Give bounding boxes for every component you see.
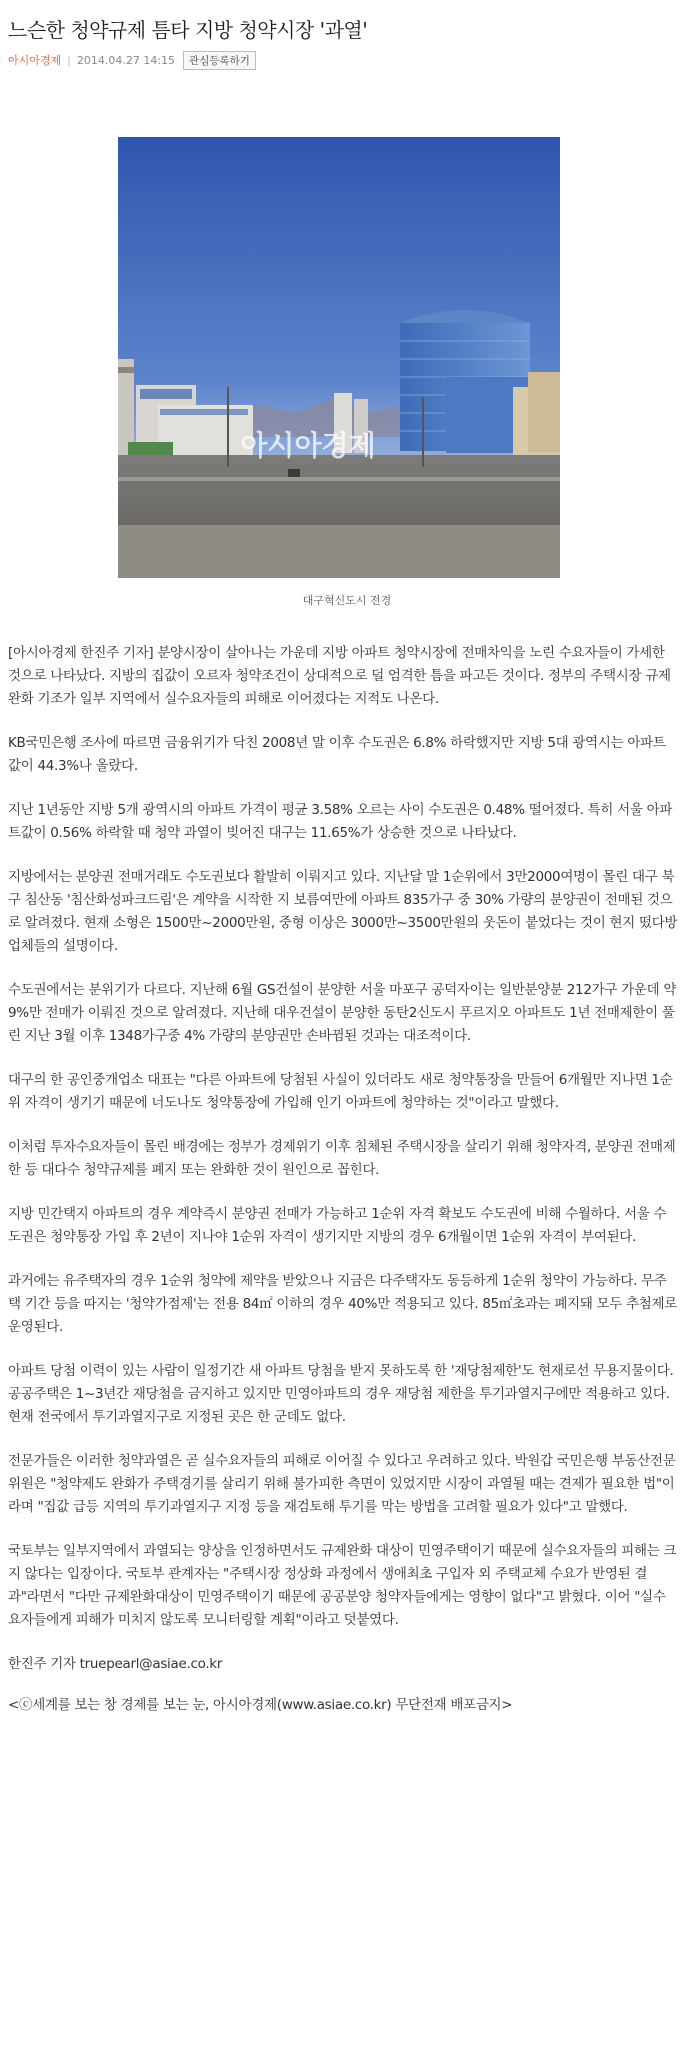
source-name[interactable]: 아시아경제 — [8, 54, 62, 67]
paragraph: 아파트 당첨 이력이 있는 사람이 일정기간 새 아파트 당첨을 받지 못하도록 한 '재당첨제한'도 현재로선 무용지물이다. 공공주택은 1~3년간 재당첨을 금지하고 있지만 민영아파트의 경우 재당첨 제한을 투기과열지구에만 적용하고 있다. 현재 전국에서 투기과열지구로 지정된 곳은 한 군데도 없다. — [8, 1363, 674, 1425]
paragraph: 국토부는 일부지역에서 과열되는 양상을 인정하면서도 규제완화 대상이 민영주택이기 때문에 실수요자들의 피해는 크지 않다는 입장이다. 국토부 관계자는 "주택시장 정상화 과정에서 생애최초 구입자 외 주택교체 수요가 반영된 결과"라면서 "다만 규제완화대상이 민영주택이기 때문에 공공분양 청약자들에게는 영향이 없다"고 밝혔다. 이어 "실수요자들에게 피해가 미치지 않도록 모니터링할 계획"이라고 덧붙였다. — [8, 1543, 677, 1628]
photo-caption: 대구혁신도시 전경 — [302, 594, 392, 607]
interest-register-button[interactable]: 관심등록하기 — [183, 51, 256, 70]
article-photo — [118, 137, 560, 578]
meta-divider: | — [67, 53, 71, 67]
paragraph: 과거에는 유주택자의 경우 1순위 청약에 제약을 받았으나 지금은 다주택자도 동등하게 1순위 청약이 가능하다. 무주택 기간 등을 따지는 '청약가점제'는 전용 84㎡ 이하의 경우 40%만 적용되고 있다. 85㎡초과는 폐지돼 모두 추첨제로 운영된다. — [8, 1273, 677, 1335]
copyright-notice: <ⓒ세계를 보는 창 경제를 보는 눈, 아시아경제(www.asiae.co.kr) 무단전재 배포금지> — [8, 1697, 513, 1713]
paragraph: [아시아경제 한진주 기자] 분양시장이 살아나는 가운데 지방 아파트 청약시장에 전매차익을 노린 수요자들이 가세한 것으로 나타났다. 지방의 집값이 오르자 청약조건이 상대적으로 덜 엄격한 틈을 파고든 것이다. 정부의 주택시장 규제완화 기조가 일부 지역에서 실수요자들의 피해로 이어졌다는 지적도 나온다. — [8, 645, 671, 707]
paragraph: 대구의 한 공인중개업소 대표는 "다른 아파트에 당첨된 사실이 있더라도 새로 청약통장을 만들어 6개월만 지나면 1순위 자격이 생기기 때문에 너도나도 청약통장에 가입해 인기 아파트에 청약하는 것"이라고 말했다. — [8, 1072, 673, 1111]
paragraph: 지방에서는 분양권 전매거래도 수도권보다 활발히 이뤄지고 있다. 지난달 말 1순위에서 3만2000여명이 몰린 대구 북구 침산동 '침산화성파크드림'은 계약을 시작한 지 보름여만에 아파트 835가구 중 30% 가량의 분양권이 전매된 것으로 알려졌다. 현재 소형은 1500만~2000만원, 중형 이상은 3000만~3500만원의 웃돈이 붙었다는 것이 현지 떴다방 업체들의 설명이다. — [8, 869, 678, 954]
paragraph: 이처럼 투자수요자들이 몰린 배경에는 정부가 경제위기 이후 침체된 주택시장을 살리기 위해 청약자격, 분양권 전매제한 등 대다수 청약규제를 폐지 또는 완화한 것이 원인으로 꼽힌다. — [8, 1139, 676, 1178]
photo-watermark: 아시아경제 — [240, 429, 376, 462]
byline: 한진주 기자 truepearl@asiae.co.kr — [8, 1656, 223, 1672]
paragraph: KB국민은행 조사에 따르면 금융위기가 닥친 2008년 말 이후 수도권은 6.8% 하락했지만 지방 5대 광역시는 아파트 값이 44.3%나 올랐다. — [8, 735, 666, 774]
article-body — [8, 642, 678, 1717]
paragraph: 수도권에서는 분위기가 다르다. 지난해 6월 GS건설이 분양한 서울 마포구 공덕자이는 일반분양분 212가구 가운데 약 9%만 전매가 이뤄진 것으로 알려졌다. 지난해 대우건설이 분양한 동탄2신도시 푸르지오 아파트도 1년 전매제한이 풀린 지난 3월 이후 1348가구중 4% 가량의 분양권만 손바뀜된 것과는 대조적이다. — [8, 982, 677, 1044]
paragraph: 전문가들은 이러한 청약과열은 곧 실수요자들의 피해로 이어질 수 있다고 우려하고 있다. 박원갑 국민은행 부동산전문위원은 "청약제도 완화가 주택경기를 살리기 위해 불가피한 측면이 있었지만 시장이 과열될 때는 견제가 필요한 법"이라며 "집값 급등 지역의 투기과열지구 지정 등을 재검토해 투기를 막는 방법을 고려할 필요가 있다"고 말했다. — [8, 1453, 676, 1515]
article-meta — [8, 50, 256, 70]
headline: 느슨한 청약규제 틈타 지방 청약시장 '과열' — [8, 18, 368, 42]
paragraph: 지난 1년동안 지방 5개 광역시의 아파트 가격이 평균 3.58% 오르는 사이 수도권은 0.48% 떨어졌다. 특히 서울 아파트값이 0.56% 하락할 때 청약 과열이 빚어진 대구는 11.65%가 상승한 것으로 나타났다. — [8, 802, 673, 841]
publish-datetime: 2014.04.27 14:15 — [76, 53, 176, 67]
paragraph: 지방 민간택지 아파트의 경우 계약즉시 분양권 전매가 가능하고 1순위 자격 확보도 수도권에 비해 수월하다. 서울 수도권은 청약통장 가입 후 2년이 지나야 1순위 자격이 생기지만 지방의 경우 6개월이면 1순위 자격이 부여된다. — [8, 1206, 667, 1245]
